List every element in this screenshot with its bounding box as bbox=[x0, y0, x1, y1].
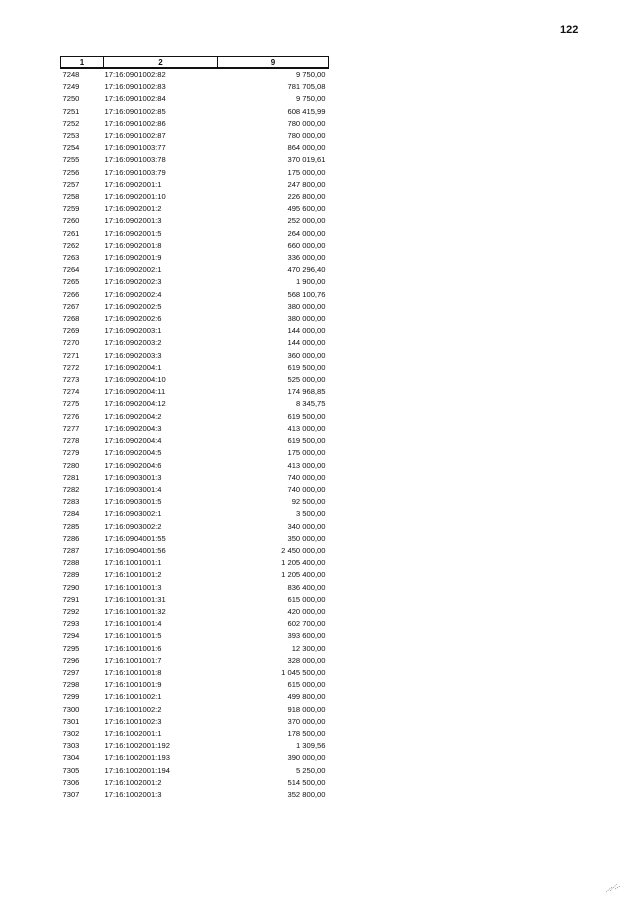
cadastral-number-cell: 17:16:0901003:79 bbox=[104, 167, 166, 177]
value-cell: 2 450 000,00 bbox=[281, 545, 326, 555]
table-row bbox=[61, 679, 329, 691]
cadastral-number-cell: 17:16:0902001:2 bbox=[104, 204, 162, 214]
cadastral-number-cell: 17:16:0902001:3 bbox=[104, 216, 162, 226]
row-number-cell: 7275 bbox=[62, 399, 80, 409]
cadastral-number-cell: 17:16:0902002:5 bbox=[104, 301, 162, 311]
row-number-cell: 7295 bbox=[62, 643, 80, 653]
value-cell: 352 800,00 bbox=[287, 789, 326, 799]
table-row bbox=[61, 521, 329, 533]
table-row bbox=[61, 179, 329, 191]
table-row bbox=[61, 264, 329, 276]
row-number-cell: 7249 bbox=[62, 82, 80, 92]
value-cell: 499 800,00 bbox=[287, 692, 326, 702]
cadastral-number-cell: 17:16:0903002:2 bbox=[104, 521, 162, 531]
value-cell: 174 968,85 bbox=[287, 387, 326, 397]
column-header-9: 9 bbox=[218, 57, 329, 69]
row-number-cell: 7307 bbox=[62, 789, 80, 799]
cadastral-number-cell: 17:16:0904001:55 bbox=[104, 533, 166, 543]
cadastral-number-cell: 17:16:0902002:3 bbox=[104, 277, 162, 287]
row-number-cell: 7297 bbox=[62, 667, 80, 677]
value-cell: 144 000,00 bbox=[287, 326, 326, 336]
table-row bbox=[61, 118, 329, 130]
table-row bbox=[61, 618, 329, 630]
table-row bbox=[61, 508, 329, 520]
value-cell: 413 000,00 bbox=[287, 423, 326, 433]
value-cell: 328 000,00 bbox=[287, 655, 326, 665]
table-row bbox=[61, 655, 329, 667]
cadastral-number-cell: 17:16:1001001:31 bbox=[104, 594, 166, 604]
value-cell: 380 000,00 bbox=[287, 301, 326, 311]
cadastral-number-cell: 17:16:0902004:4 bbox=[104, 436, 162, 446]
value-cell: 568 100,76 bbox=[287, 289, 326, 299]
row-number-cell: 7301 bbox=[62, 716, 80, 726]
value-cell: 380 000,00 bbox=[287, 314, 326, 324]
cadastral-number-cell: 17:16:0902001:9 bbox=[104, 253, 162, 263]
table-row bbox=[61, 484, 329, 496]
cadastral-number-cell: 17:16:0902003:3 bbox=[104, 350, 162, 360]
table-row bbox=[61, 752, 329, 764]
table-row bbox=[61, 203, 329, 215]
row-number-cell: 7283 bbox=[62, 497, 80, 507]
cadastral-number-cell: 17:16:0902001:10 bbox=[104, 192, 166, 202]
row-number-cell: 7278 bbox=[62, 436, 80, 446]
table-row bbox=[61, 447, 329, 459]
cadastral-number-cell: 17:16:0902004:6 bbox=[104, 460, 162, 470]
cadastral-number-cell: 17:16:0902004:12 bbox=[104, 399, 166, 409]
value-cell: 92 500,00 bbox=[291, 497, 326, 507]
column-header-2: 2 bbox=[104, 57, 218, 69]
cadastral-number-cell: 17:16:0901003:77 bbox=[104, 143, 166, 153]
row-number-cell: 7254 bbox=[62, 143, 80, 153]
table-row bbox=[61, 154, 329, 166]
row-number-cell: 7265 bbox=[62, 277, 80, 287]
page-number: 122 bbox=[560, 24, 579, 36]
value-cell: 5 250,00 bbox=[295, 765, 326, 775]
table-row bbox=[61, 142, 329, 154]
row-number-cell: 7287 bbox=[62, 545, 80, 555]
row-number-cell: 7268 bbox=[62, 314, 80, 324]
cadastral-number-cell: 17:16:0902003:1 bbox=[104, 326, 162, 336]
row-number-cell: 7261 bbox=[62, 228, 80, 238]
value-cell: 9 750,00 bbox=[295, 70, 326, 79]
row-number-cell: 7256 bbox=[62, 167, 80, 177]
row-number-cell: 7300 bbox=[62, 704, 80, 714]
table-row bbox=[61, 374, 329, 386]
row-number-cell: 7258 bbox=[62, 192, 80, 202]
cadastral-number-cell: 17:16:0903002:1 bbox=[104, 509, 162, 519]
value-cell: 514 500,00 bbox=[287, 777, 326, 787]
table-row bbox=[61, 533, 329, 545]
table-row bbox=[61, 740, 329, 752]
row-number-cell: 7302 bbox=[62, 728, 80, 738]
value-cell: 470 296,40 bbox=[287, 265, 326, 275]
value-cell: 615 000,00 bbox=[287, 594, 326, 604]
value-cell: 864 000,00 bbox=[287, 143, 326, 153]
data-table-container bbox=[60, 56, 328, 801]
cadastral-number-cell: 17:16:0901002:82 bbox=[104, 70, 166, 79]
table-row bbox=[61, 789, 329, 801]
cadastral-number-cell: 17:16:1002001:192 bbox=[104, 741, 170, 751]
row-number-cell: 7282 bbox=[62, 484, 80, 494]
table-row bbox=[61, 716, 329, 728]
row-number-cell: 7279 bbox=[62, 448, 80, 458]
value-cell: 175 000,00 bbox=[287, 448, 326, 458]
row-number-cell: 7286 bbox=[62, 533, 80, 543]
value-cell: 1 205 400,00 bbox=[281, 558, 326, 568]
value-cell: 247 800,00 bbox=[287, 179, 326, 189]
cadastral-number-cell: 17:16:0901003:78 bbox=[104, 155, 166, 165]
row-number-cell: 7267 bbox=[62, 301, 80, 311]
row-number-cell: 7290 bbox=[62, 582, 80, 592]
cadastral-number-cell: 17:16:0901002:86 bbox=[104, 118, 166, 128]
row-number-cell: 7291 bbox=[62, 594, 80, 604]
cadastral-number-cell: 17:16:0902004:2 bbox=[104, 411, 162, 421]
row-number-cell: 7276 bbox=[62, 411, 80, 421]
table-header bbox=[61, 57, 329, 69]
value-cell: 495 600,00 bbox=[287, 204, 326, 214]
value-cell: 1 205 400,00 bbox=[281, 570, 326, 580]
row-number-cell: 7251 bbox=[62, 106, 80, 116]
table-row bbox=[61, 130, 329, 142]
cadastral-number-cell: 17:16:0903001:3 bbox=[104, 472, 162, 482]
table-row bbox=[61, 350, 329, 362]
cadastral-number-cell: 17:16:1001001:8 bbox=[104, 667, 162, 677]
row-number-cell: 7289 bbox=[62, 570, 80, 580]
table-row bbox=[61, 215, 329, 227]
cadastral-number-cell: 17:16:0902001:8 bbox=[104, 240, 162, 250]
row-number-cell: 7262 bbox=[62, 240, 80, 250]
table-row bbox=[61, 252, 329, 264]
cadastral-number-cell: 17:16:1001002:3 bbox=[104, 716, 162, 726]
table-body bbox=[61, 68, 329, 801]
row-number-cell: 7304 bbox=[62, 753, 80, 763]
value-cell: 740 000,00 bbox=[287, 484, 326, 494]
table-row bbox=[61, 545, 329, 557]
value-cell: 340 000,00 bbox=[287, 521, 326, 531]
row-number-cell: 7305 bbox=[62, 765, 80, 775]
value-cell: 144 000,00 bbox=[287, 338, 326, 348]
value-cell: 393 600,00 bbox=[287, 631, 326, 641]
value-cell: 780 000,00 bbox=[287, 131, 326, 141]
value-cell: 420 000,00 bbox=[287, 606, 326, 616]
row-number-cell: 7306 bbox=[62, 777, 80, 787]
value-cell: 1 309,56 bbox=[295, 741, 326, 751]
value-cell: 175 000,00 bbox=[287, 167, 326, 177]
value-cell: 9 750,00 bbox=[295, 94, 326, 104]
table-row bbox=[61, 276, 329, 288]
cadastral-number-cell: 17:16:0902002:6 bbox=[104, 314, 162, 324]
table-row bbox=[61, 411, 329, 423]
row-number-cell: 7288 bbox=[62, 558, 80, 568]
cadastral-number-cell: 17:16:1001001:4 bbox=[104, 619, 162, 629]
value-cell: 619 500,00 bbox=[287, 436, 326, 446]
table-row bbox=[61, 240, 329, 252]
cadastral-number-cell: 17:16:0902001:5 bbox=[104, 228, 162, 238]
table-row bbox=[61, 606, 329, 618]
cadastral-number-cell: 17:16:1001001:7 bbox=[104, 655, 162, 665]
row-number-cell: 7271 bbox=[62, 350, 80, 360]
value-cell: 264 000,00 bbox=[287, 228, 326, 238]
row-number-cell: 7281 bbox=[62, 472, 80, 482]
cadastral-number-cell: 17:16:1001001:32 bbox=[104, 606, 166, 616]
value-cell: 619 500,00 bbox=[287, 362, 326, 372]
table-row bbox=[61, 667, 329, 679]
cadastral-number-cell: 17:16:1001001:6 bbox=[104, 643, 162, 653]
cadastral-number-cell: 17:16:1001002:1 bbox=[104, 692, 162, 702]
row-number-cell: 7296 bbox=[62, 655, 80, 665]
table-row bbox=[61, 325, 329, 337]
table-row bbox=[61, 313, 329, 325]
cadastral-number-cell: 17:16:0902002:1 bbox=[104, 265, 162, 275]
cadastral-number-cell: 17:16:0902002:4 bbox=[104, 289, 162, 299]
table-row bbox=[61, 81, 329, 93]
cadastral-number-cell: 17:16:0902004:11 bbox=[104, 387, 166, 397]
row-number-cell: 7299 bbox=[62, 692, 80, 702]
table-row bbox=[61, 301, 329, 313]
table-row bbox=[61, 167, 329, 179]
value-cell: 360 000,00 bbox=[287, 350, 326, 360]
value-cell: 8 345,75 bbox=[295, 399, 326, 409]
table-row bbox=[61, 704, 329, 716]
table-row bbox=[61, 289, 329, 301]
value-cell: 660 000,00 bbox=[287, 240, 326, 250]
row-number-cell: 7260 bbox=[62, 216, 80, 226]
cadastral-number-cell: 17:16:1002001:3 bbox=[104, 789, 162, 799]
value-cell: 619 500,00 bbox=[287, 411, 326, 421]
table-row bbox=[61, 362, 329, 374]
row-number-cell: 7272 bbox=[62, 362, 80, 372]
table-header-row bbox=[61, 57, 329, 69]
value-cell: 918 000,00 bbox=[287, 704, 326, 714]
row-number-cell: 7269 bbox=[62, 326, 80, 336]
row-number-cell: 7284 bbox=[62, 509, 80, 519]
table-row bbox=[61, 691, 329, 703]
table-row bbox=[61, 643, 329, 655]
table-row bbox=[61, 594, 329, 606]
cadastral-number-cell: 17:16:1002001:193 bbox=[104, 753, 170, 763]
data-table bbox=[60, 56, 329, 801]
cadastral-number-cell: 17:16:0901002:85 bbox=[104, 106, 166, 116]
row-number-cell: 7280 bbox=[62, 460, 80, 470]
row-number-cell: 7292 bbox=[62, 606, 80, 616]
value-cell: 615 000,00 bbox=[287, 680, 326, 690]
table-row bbox=[61, 728, 329, 740]
table-row bbox=[61, 472, 329, 484]
column-header-1: 1 bbox=[61, 57, 104, 69]
table-row bbox=[61, 765, 329, 777]
value-cell: 780 000,00 bbox=[287, 118, 326, 128]
cadastral-number-cell: 17:16:0904001:56 bbox=[104, 545, 166, 555]
value-cell: 413 000,00 bbox=[287, 460, 326, 470]
row-number-cell: 7294 bbox=[62, 631, 80, 641]
table-row bbox=[61, 582, 329, 594]
cadastral-number-cell: 17:16:1002001:2 bbox=[104, 777, 162, 787]
cadastral-number-cell: 17:16:1002001:194 bbox=[104, 765, 170, 775]
value-cell: 370 000,00 bbox=[287, 716, 326, 726]
cadastral-number-cell: 17:16:1001001:1 bbox=[104, 558, 162, 568]
cadastral-number-cell: 17:16:1001001:5 bbox=[104, 631, 162, 641]
row-number-cell: 7250 bbox=[62, 94, 80, 104]
cadastral-number-cell: 17:16:1001002:2 bbox=[104, 704, 162, 714]
table-row bbox=[61, 398, 329, 410]
value-cell: 836 400,00 bbox=[287, 582, 326, 592]
row-number-cell: 7266 bbox=[62, 289, 80, 299]
value-cell: 370 019,61 bbox=[287, 155, 326, 165]
table-row bbox=[61, 569, 329, 581]
table-row bbox=[61, 435, 329, 447]
cadastral-number-cell: 17:16:0903001:5 bbox=[104, 497, 162, 507]
row-number-cell: 7273 bbox=[62, 375, 80, 385]
cadastral-number-cell: 17:16:1001001:9 bbox=[104, 680, 162, 690]
row-number-cell: 7264 bbox=[62, 265, 80, 275]
row-number-cell: 7293 bbox=[62, 619, 80, 629]
value-cell: 3 500,00 bbox=[295, 509, 326, 519]
cadastral-number-cell: 17:16:0902003:2 bbox=[104, 338, 162, 348]
cadastral-number-cell: 17:16:0902004:10 bbox=[104, 375, 166, 385]
value-cell: 602 700,00 bbox=[287, 619, 326, 629]
cadastral-number-cell: 17:16:0901002:83 bbox=[104, 82, 166, 92]
cadastral-number-cell: 17:16:0902004:5 bbox=[104, 448, 162, 458]
scan-mark-icon bbox=[604, 880, 622, 894]
table-row bbox=[61, 557, 329, 569]
row-number-cell: 7277 bbox=[62, 423, 80, 433]
value-cell: 12 300,00 bbox=[291, 643, 326, 653]
cadastral-number-cell: 17:16:0901002:87 bbox=[104, 131, 166, 141]
value-cell: 350 000,00 bbox=[287, 533, 326, 543]
cadastral-number-cell: 17:16:1002001:1 bbox=[104, 728, 162, 738]
value-cell: 226 800,00 bbox=[287, 192, 326, 202]
table-row bbox=[61, 496, 329, 508]
value-cell: 390 000,00 bbox=[287, 753, 326, 763]
value-cell: 525 000,00 bbox=[287, 375, 326, 385]
table-row bbox=[61, 337, 329, 349]
table-row bbox=[61, 630, 329, 642]
value-cell: 178 500,00 bbox=[287, 728, 326, 738]
row-number-cell: 7252 bbox=[62, 118, 80, 128]
cadastral-number-cell: 17:16:0902001:1 bbox=[104, 179, 162, 189]
value-cell: 608 415,99 bbox=[287, 106, 326, 116]
row-number-cell: 7259 bbox=[62, 204, 80, 214]
row-number-cell: 7285 bbox=[62, 521, 80, 531]
value-cell: 1 045 500,00 bbox=[281, 667, 326, 677]
cadastral-number-cell: 17:16:1001001:2 bbox=[104, 570, 162, 580]
row-number-cell: 7298 bbox=[62, 680, 80, 690]
row-number-cell: 7255 bbox=[62, 155, 80, 165]
row-number-cell: 7248 bbox=[62, 70, 80, 79]
row-number-cell: 7263 bbox=[62, 253, 80, 263]
cadastral-number-cell: 17:16:1001001:3 bbox=[104, 582, 162, 592]
cadastral-number-cell: 17:16:0901002:84 bbox=[104, 94, 166, 104]
table-row bbox=[61, 191, 329, 203]
row-number-cell: 7257 bbox=[62, 179, 80, 189]
row-number-cell: 7253 bbox=[62, 131, 80, 141]
value-cell: 252 000,00 bbox=[287, 216, 326, 226]
table-row bbox=[61, 106, 329, 118]
table-row bbox=[61, 228, 329, 240]
table-row bbox=[61, 777, 329, 789]
value-cell: 1 900,00 bbox=[295, 277, 326, 287]
row-number-cell: 7274 bbox=[62, 387, 80, 397]
table-row bbox=[61, 423, 329, 435]
cadastral-number-cell: 17:16:0903001:4 bbox=[104, 484, 162, 494]
value-cell: 336 000,00 bbox=[287, 253, 326, 263]
value-cell: 740 000,00 bbox=[287, 472, 326, 482]
table-row bbox=[61, 93, 329, 105]
cadastral-number-cell: 17:16:0902004:1 bbox=[104, 362, 162, 372]
table-row bbox=[61, 68, 329, 81]
row-number-cell: 7303 bbox=[62, 741, 80, 751]
row-number-cell: 7270 bbox=[62, 338, 80, 348]
table-row bbox=[61, 386, 329, 398]
value-cell: 781 705,08 bbox=[287, 82, 326, 92]
table-row bbox=[61, 460, 329, 472]
cadastral-number-cell: 17:16:0902004:3 bbox=[104, 423, 162, 433]
